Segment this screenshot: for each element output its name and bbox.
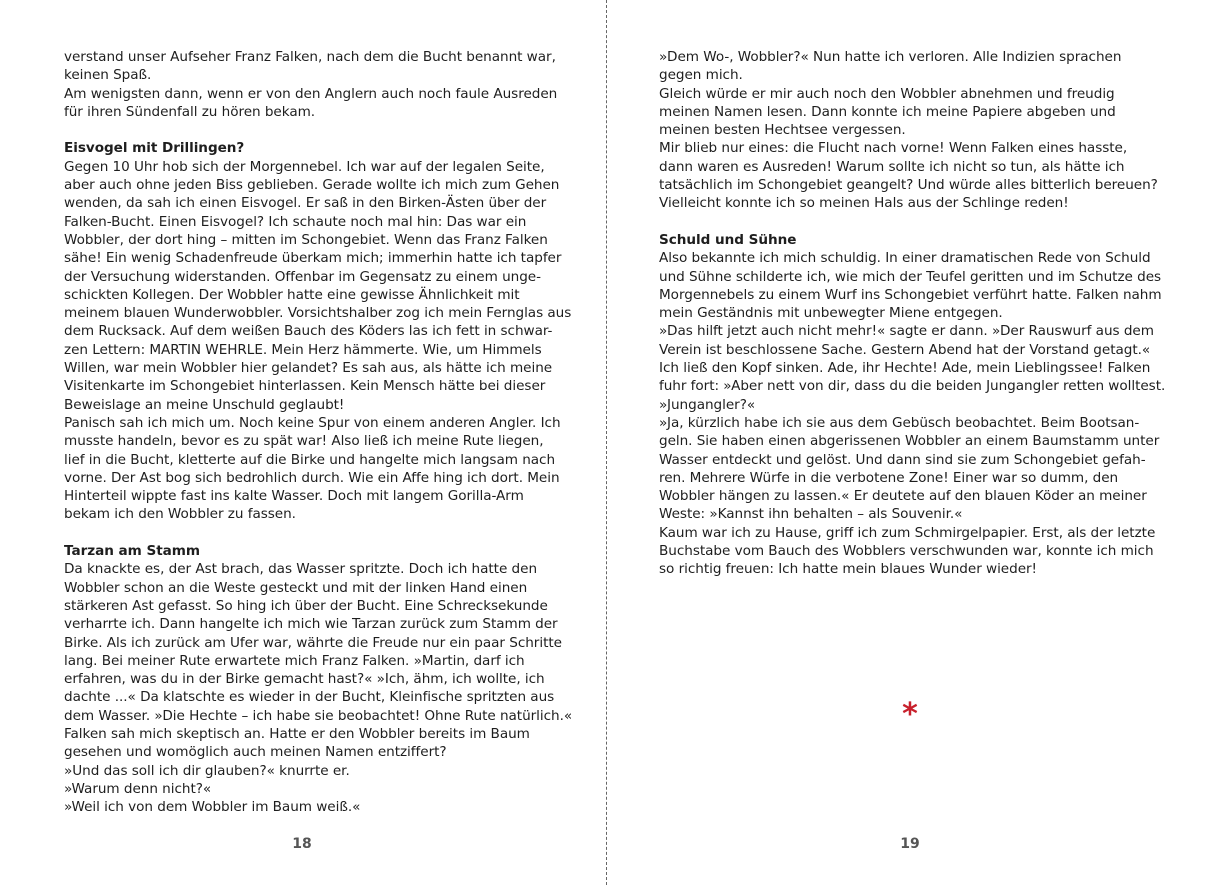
text-line: Panisch sah ich mich um. Noch keine Spur von einem anderen Angler. Ich [64,414,561,431]
text-line: Am wenigsten dann, wenn er von den Anglern auch noch faule Ausreden [64,85,558,102]
text-line: Da knackte es, der Ast brach, das Wasser spritzte. Doch ich hatte den [64,561,538,578]
text-line: Also bekannte ich mich schuldig. In einer dramatischen Rede von Schuld [659,250,1151,267]
text-line: »Jungangler?« [659,396,756,413]
text-line: bekam ich den Wobbler zu fassen. [64,506,296,523]
page-number-left: 18 [292,836,312,852]
text-line: verharrte ich. Dann hangelte ich mich wie Tarzan zurück zum Stamm der [64,616,558,633]
text-line: Visitenkarte im Schongebiet hinterlassen. Kein Mensch hätte bei dieser [64,378,546,395]
text-line: lief in die Bucht, kletterte auf die Birke und hangelte mich langsam nach [64,451,556,468]
text-line: Gleich würde er mir auch noch den Wobbler abnehmen und freudig [659,85,1115,102]
text-line: »Weil ich von dem Wobbler im Baum weiß.« [64,799,361,816]
right-page-text [659,48,1166,579]
text-line: dachte ...« Da klatschte es wieder in der Bucht, Kleinfische spritzten aus [64,689,555,706]
text-line: vorne. Der Ast bog sich bedrohlich durch. Wie ein Affe hing ich dort. Mein [64,469,560,486]
text-line: der Versuchung widerstanden. Offenbar im Gegensatz zu einem unge- [64,268,541,285]
text-line: musste handeln, bevor es zu spät war! Also ließ ich meine Rute liegen, [64,433,544,450]
text-line: Beweislage an meine Unschuld geglaubt! [64,396,345,413]
text-line: lang. Bei meiner Rute erwartete mich Franz Falken. »Martin, darf ich [64,652,525,669]
text-line: erfahren, was du in der Birke gemacht hast?« »Ich, ähm, ich wollte, ich [64,671,545,688]
text-line: Verein ist beschlossene Sache. Gestern Abend hat der Vorstand getagt.« [659,341,1151,358]
text-line: Falken sah mich skeptisch an. Hatte er den Wobbler bereits im Baum [64,725,530,742]
text-line: so richtig freuen: Ich hatte mein blaues Wunder wieder! [659,561,1037,578]
text-line: keinen Spaß. [64,67,152,84]
text-line: Willen, war mein Wobbler hier gelandet? Es sah aus, als hätte ich meine [64,360,553,377]
text-line: gegen mich. [659,67,743,84]
text-line: Wobbler hängen zu lassen.« Er deutete auf den blauen Köder an meiner [659,488,1147,505]
text-line: »Ja, kürzlich habe ich sie aus dem Gebüsch beobachtet. Beim Bootsan- [659,414,1140,431]
right-page [608,0,1213,885]
text-line: Falken-Bucht. Einen Eisvogel? Ich schaute noch mal hin: Das war ein [64,213,527,230]
text-line: mein Geständnis mit unbewegter Miene entgegen. [659,305,1003,322]
text-line: Weste: »Kannst ihn behalten – als Souvenir.« [659,506,963,523]
text-line: tatsächlich im Schongebiet geangelt? Und würde alles bitterlich bereuen? [659,177,1158,194]
text-line: sähe! Ein wenig Schadenfreude überkam mich; immerhin hatte ich tapfer [64,250,562,267]
asterisk-ornament-icon: * [902,697,918,732]
text-line: meinem blauen Wunderwobbler. Vorsichtshalber zog ich mein Fernglas aus [64,305,572,322]
text-line: ren. Mehrere Würfe in die verbotene Zone! Einer war so dumm, den [659,469,1119,486]
text-line: »Dem Wo-, Wobbler?« Nun hatte ich verloren. Alle Indizien sprachen [659,49,1122,65]
text-line: Hinterteil wippte fast ins kalte Wasser. Doch mit langem Gorilla-Arm [64,488,524,505]
text-line: fuhr fort: »Aber nett von dir, dass du die beiden Jungangler retten wolltest. [659,378,1166,395]
text-line: Morgennebels zu einem Wurf ins Schongebiet verführt hatte. Falken nahm [659,286,1162,303]
paragraph-gap [659,213,1159,231]
text-line: Wobbler schon an die Weste gesteckt und mit der linken Hand einen [64,579,528,596]
text-line: und Sühne schilderte ich, wie mich der Teufel geritten und im Schutze des [659,268,1162,285]
text-line: Wasser entdeckt und gelöst. Und dann sind sie zum Schongebiet gefah- [659,451,1146,468]
text-line: geln. Sie haben einen abgerissenen Wobbler an einem Baumstamm unter [659,433,1160,450]
text-line: »Warum denn nicht?« [64,780,212,797]
text-line: schickten Kollegen. Der Wobbler hatte eine gewisse Ähnlichkeit mit [64,286,520,303]
text-line: gesehen und womöglich auch meinen Namen entziffert? [64,744,447,761]
text-line: »Und das soll ich dir glauben?« knurrte er. [64,762,350,779]
text-line: Wobbler, der dort hing – mitten im Schongebiet. Wenn das Franz Falken [64,231,548,248]
text-line: »Das hilft jetzt auch nicht mehr!« sagte er dann. »Der Rauswurf aus dem [659,323,1154,340]
page-number-right: 19 [900,836,920,852]
section-heading: Tarzan am Stamm [64,543,201,560]
text-line: Birke. Als ich zurück am Ufer war, währte die Freude nur ein paar Schritte [64,634,562,651]
left-page-text [64,48,573,816]
text-line: meinen besten Hechtsee vergessen. [659,122,906,139]
text-line: Kaum war ich zu Hause, griff ich zum Schmirgelpapier. Erst, als der letzte [659,524,1156,541]
section-heading: Eisvogel mit Drillingen? [64,140,245,157]
text-line: Ich ließ den Kopf sinken. Ade, ihr Hechte! Ade, mein Lieblingssee! Falken [659,360,1151,377]
text-line: verstand unser Aufseher Franz Falken, nach dem die Bucht benannt war, [64,49,556,65]
left-page [0,0,606,885]
text-line: für ihren Sündenfall zu hören bekam. [64,103,316,120]
section-heading: Schuld und Sühne [659,231,797,248]
text-line: Mir blieb nur eines: die Flucht nach vorne! Wenn Falken eines hasste, [659,140,1128,157]
text-line: wenden, da sah ich einen Eisvogel. Er saß in den Birken-Ästen über der [64,195,547,212]
text-line: dann waren es Ausreden! Warum sollte ich nicht so tun, als hätte ich [659,158,1125,175]
text-line: dem Wasser. »Die Hechte – ich habe sie beobachtet! Ohne Rute natürlich.« [64,707,573,724]
text-line: Vielleicht konnte ich so meinen Hals aus der Schlinge reden! [659,195,1069,212]
text-line: Gegen 10 Uhr hob sich der Morgennebel. Ich war auf der legalen Seite, [64,158,545,175]
text-line: stärkeren Ast gefasst. So hing ich über der Bucht. Eine Schrecksekunde [64,597,548,614]
page-divider [606,0,607,885]
paragraph-gap [64,121,564,139]
text-line: zen Lettern: MARTIN WEHRLE. Mein Herz hämmerte. Wie, um Himmels [64,341,542,358]
text-line: Buchstabe vom Bauch des Wobblers verschwunden war, konnte ich mich [659,543,1154,560]
text-line: meinen Namen lesen. Dann konnte ich meine Papiere abgeben und [659,103,1116,120]
text-line: dem Rucksack. Auf dem weißen Bauch des Köders las ich fett in schwar- [64,323,553,340]
paragraph-gap [64,524,564,542]
text-line: aber auch ohne jeden Biss geblieben. Gerade wollte ich mich zum Gehen [64,177,560,194]
